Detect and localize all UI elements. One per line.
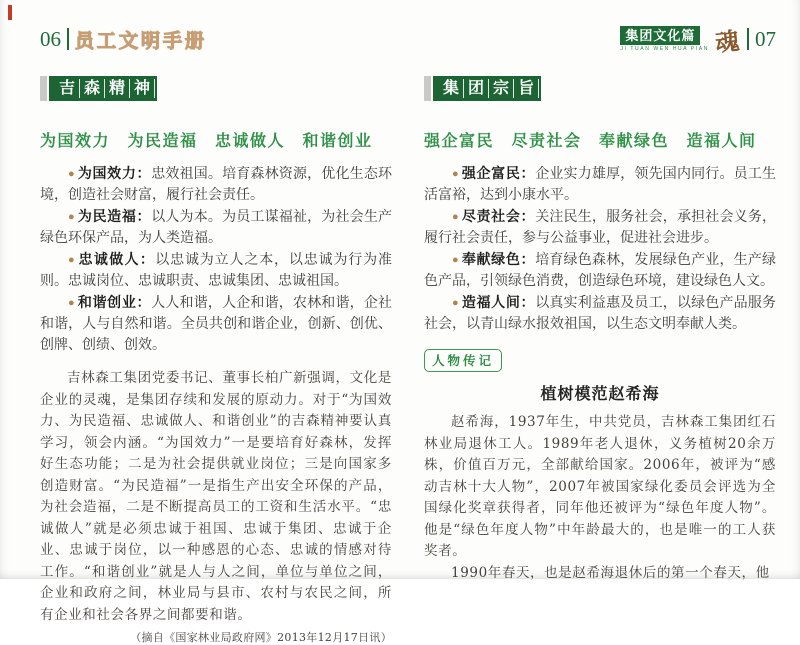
bullet-label: 尽责社会：	[461, 208, 536, 224]
bullet-text: 人人和谐，人企和谐，农林和谐，企社和谐，人与自然和谐。全员共创和谐企业，创新、创优、创牌、创绩、创效。	[40, 296, 392, 353]
bullet-label: 奉献绿色：	[461, 251, 536, 267]
bullet-text: 以真实利益惠及员工，以绿色产品服务社会，以青山绿水报效祖国，以生态文明奉献人类。	[424, 296, 776, 332]
chapter-badge-pinyin: JI TUAN WEN HUA PIAN	[620, 46, 709, 52]
bullet-dot-icon: ●	[452, 211, 459, 223]
bullet-text: 关注民生，服务社会，承担社会义务，履行社会责任，参与公益事业，促进社会进步。	[424, 210, 776, 246]
bullet-text: 企业实力雄厚，领先国内同行。员工生活富裕，达到小康水平。	[424, 167, 776, 203]
bullet-item	[40, 292, 392, 356]
purpose-bullet-list	[424, 163, 776, 335]
handbook-title: 员工文明手册	[75, 30, 208, 52]
badge-gray-tab	[40, 76, 47, 101]
badge-char: 旨	[514, 79, 539, 98]
page-number-right: 07	[755, 26, 776, 51]
bullet-item	[424, 163, 776, 206]
bullet-text: 以忠诚为立人之本，以忠诚为行为准则。忠诚岗位、忠诚职责、忠诚集团、忠诚祖国。	[40, 253, 392, 289]
bullet-item	[40, 206, 392, 249]
badge-char: 集	[439, 79, 464, 98]
bullet-text: 忠效祖国。培育森林资源，优化生态环境，创造社会财富，履行社会责任。	[40, 167, 392, 203]
bullet-item	[424, 206, 776, 249]
soul-calligraphy-seal: 魂	[713, 25, 741, 57]
bullet-dot-icon: ●	[452, 254, 459, 266]
bullet-dot-icon: ●	[68, 168, 75, 180]
bullet-label: 造福人间：	[461, 294, 536, 310]
chairman-quote-article: 吉林森工集团党委书记、董事长柏广新强调，文化是企业的灵魂，是集团存续和发展的原动力。对于“为国效力、为民造福、忠诚做人、和谐创业”的吉森精神要认真学习，领会内涵。“为国效力”一是要培育好森林，发挥好生态功能；二是为社会提供就业岗位；三是向国家多创造财富。“为民造福”一是指生产出安全环保的产品，为社会造福，二是不断提高员工的工资和生活水平。“忠诚做人”就是必须忠诚于祖国、忠诚于集团、忠诚于企业、忠诚于岗位，以一种感恩的心态、忠诚的情感对待工作。“和谐创业”就是人与人之间，单位与单位之间，企业和政府之间，林业局与县市、农村与农民之间，所有企业和社会各界之间都要和谐。	[40, 370, 392, 623]
badge-char: 团	[464, 79, 489, 98]
bullet-label: 为国效力：	[77, 165, 152, 181]
badge-char: 森	[80, 79, 105, 98]
page-left	[40, 0, 392, 644]
section-badge-jisen-spirit	[40, 76, 392, 101]
page-right	[424, 0, 776, 579]
bullet-dot-icon: ●	[452, 297, 459, 309]
badge-char: 精	[105, 79, 130, 98]
bullet-text: 以人为本。为员工谋福祉，为社会生产绿色环保产品，为人类造福。	[40, 210, 392, 246]
left-page-header	[40, 26, 392, 52]
chapter-badge	[620, 26, 709, 52]
header-divider-bar	[747, 28, 749, 50]
header-divider-bar	[67, 28, 69, 50]
bullet-item	[424, 292, 776, 335]
biography-paragraph: 1990年春天，也是赵希海退休后的第一个春天，他	[451, 564, 770, 581]
badge-char: 吉	[55, 79, 80, 98]
right-page-header	[424, 25, 776, 57]
article-citation: （摘自《国家林业局政府网》2013年12月17日讯）	[130, 631, 392, 644]
bullet-label: 忠诚做人：	[78, 251, 156, 267]
badge-box	[433, 76, 541, 101]
red-corner-mark	[8, 5, 12, 20]
spirit-heading: 为国效力 为民造福 忠诚做人 和谐创业	[40, 133, 373, 150]
bullet-label: 强企富民：	[461, 165, 536, 181]
bullet-label: 和谐创业：	[77, 294, 152, 310]
page-number-left: 06	[40, 26, 61, 51]
badge-char: 宗	[489, 79, 514, 98]
bullet-item	[40, 249, 392, 292]
bullet-item	[424, 249, 776, 292]
bullet-label: 为民造福：	[77, 208, 152, 224]
biography-badge: 人物传记	[424, 349, 502, 372]
badge-char: 神	[130, 79, 155, 98]
biography-title: 植树模范赵希海	[540, 386, 660, 403]
bullet-item	[40, 163, 392, 206]
badge-gray-tab	[424, 76, 431, 101]
bullet-dot-icon: ●	[68, 254, 76, 266]
chapter-badge-text: 集团文化篇	[620, 26, 700, 45]
purpose-heading: 强企富民 尽责社会 奉献绿色 造福人间	[424, 133, 757, 150]
bullet-dot-icon: ●	[68, 297, 75, 309]
section-badge-group-purpose	[424, 76, 776, 101]
bullet-dot-icon: ●	[452, 168, 459, 180]
bullet-dot-icon: ●	[68, 211, 75, 223]
badge-box	[49, 76, 157, 101]
biography-paragraph: 赵希海，1937年生，中共党员，吉林森工集团红石林业局退休工人。1989年老人退休，义务植树20余万株，价值百万元，全部献给国家。2006年，被评为“感动吉林十大人物”，2007年被国家绿化委员会评选为全国绿化奖章获得者，同年他还被评为“绿色年度人物”。他是“绿色年度人物”中年龄最大的，也是唯一的工人获奖者。	[424, 414, 776, 559]
biography-section	[424, 349, 776, 584]
bullet-text: 培育绿色森林，发展绿色产业，生产绿色产品，引领绿色消费，创造绿色环境，建设绿色人文。	[424, 253, 776, 289]
spirit-bullet-list	[40, 163, 392, 356]
